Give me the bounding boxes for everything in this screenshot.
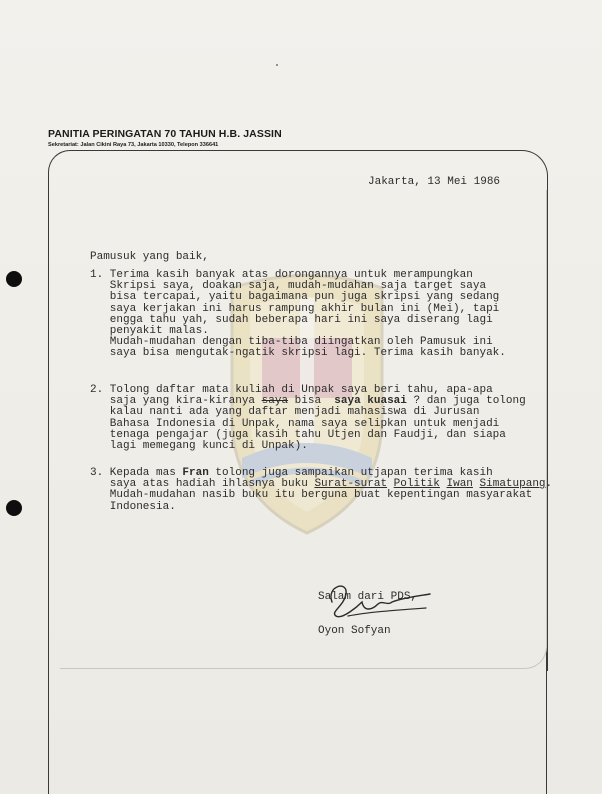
punch-hole-lower	[6, 500, 22, 516]
paragraph-2-line: lagi memegang kunci di Unpak).	[90, 440, 308, 453]
paragraph-1-line: Mudah-mudahan dengan tiba-tiba diingatkan oleh Pamusuk ini	[90, 336, 493, 349]
letter-closing: Salam dari PDS,	[318, 591, 418, 603]
paragraph-3-text: saya atas hadiah ihlasnya buku	[90, 478, 315, 491]
letterhead	[48, 128, 282, 148]
overtyped-phrase: saya kuasai	[334, 395, 407, 408]
paragraph-2-line: 2. Tolong daftar mata kuliah di Unpak saya beri tahu, apa-apa	[90, 384, 493, 396]
paragraph-3-line: Mudah-mudahan nasib buku itu berguna buat kepentingan masyarakat	[90, 489, 533, 502]
paragraph-3-line: Indonesia.	[90, 500, 176, 513]
paragraph-2-line: kalau nanti ada yang daftar menjadi mahasiswa di Jurusan	[90, 406, 480, 419]
paragraph-2-line: tenaga pengajar (juga kasih tahu Utjen dan Faudji, dan siapa	[90, 428, 506, 441]
paragraph-1-line: engga tahu yah, sudah beberapa hari ini saya diserang lagi	[90, 313, 493, 326]
paragraph-1-line: penyakit malas.	[90, 325, 209, 338]
paragraph-2-text: saja yang kira-kiranya	[90, 395, 262, 408]
overtyped-name: Fran	[182, 467, 209, 479]
paragraph-3	[90, 468, 552, 513]
paragraph-1-line: Skripsi saya, doakan saja, mudah-mudahan saja target saya	[90, 280, 487, 293]
paragraph-3-text: 3. Kepada mas	[90, 467, 183, 479]
paragraph-3-text: .	[545, 478, 553, 491]
book-title-word: Iwan	[446, 478, 473, 491]
paragraph-1-line: bisa tercapai, yaitu bagaimana pun juga skripsi yang sedang	[90, 291, 500, 304]
paragraph-3-text: tolong juga sampaikan utjapan terima kasih	[208, 467, 493, 479]
frame-left-edge	[48, 600, 49, 794]
paragraph-1	[90, 270, 506, 360]
punch-hole-upper	[6, 271, 22, 287]
handwritten-signature	[318, 572, 438, 628]
letter-salutation: Pamusuk yang baik,	[90, 251, 209, 263]
book-title-word: Simatupang	[479, 478, 546, 491]
letterhead-address: Sekretariat: Jalan Cikini Raya 73, Jakarta 10330, Telepon 336641	[48, 142, 219, 148]
book-title-word: Surat-surat	[314, 478, 388, 491]
paragraph-2-line: Bahasa Indonesia di Unpak, nama saya selipkan untuk menjadi	[90, 417, 500, 430]
book-title-word: Politik	[393, 478, 440, 491]
paragraph-1-line: saya bisa mengutak-ngatik skripsi lagi. Terima kasih banyak.	[90, 347, 506, 360]
paper-speck	[276, 64, 278, 66]
letter-date: Jakarta, 13 Mei 1986	[368, 176, 501, 188]
signer-name: Oyon Sofyan	[318, 625, 391, 637]
struck-word: saya	[261, 395, 289, 408]
paragraph-1-line: saya kerjakan ini harus rampung akhir bulan ini (Mei), tapi	[90, 302, 500, 315]
letterhead-title: PANITIA PERINGATAN 70 TAHUN H.B. JASSIN	[48, 128, 282, 140]
paragraph-2-text: ? dan juga tolong	[406, 395, 526, 408]
paragraph-2-text: bisa	[288, 395, 335, 408]
paragraph-1-line: 1. Terima kasih banyak atas dorongannya untuk merampungkan	[90, 269, 473, 281]
paragraph-2	[90, 385, 526, 452]
